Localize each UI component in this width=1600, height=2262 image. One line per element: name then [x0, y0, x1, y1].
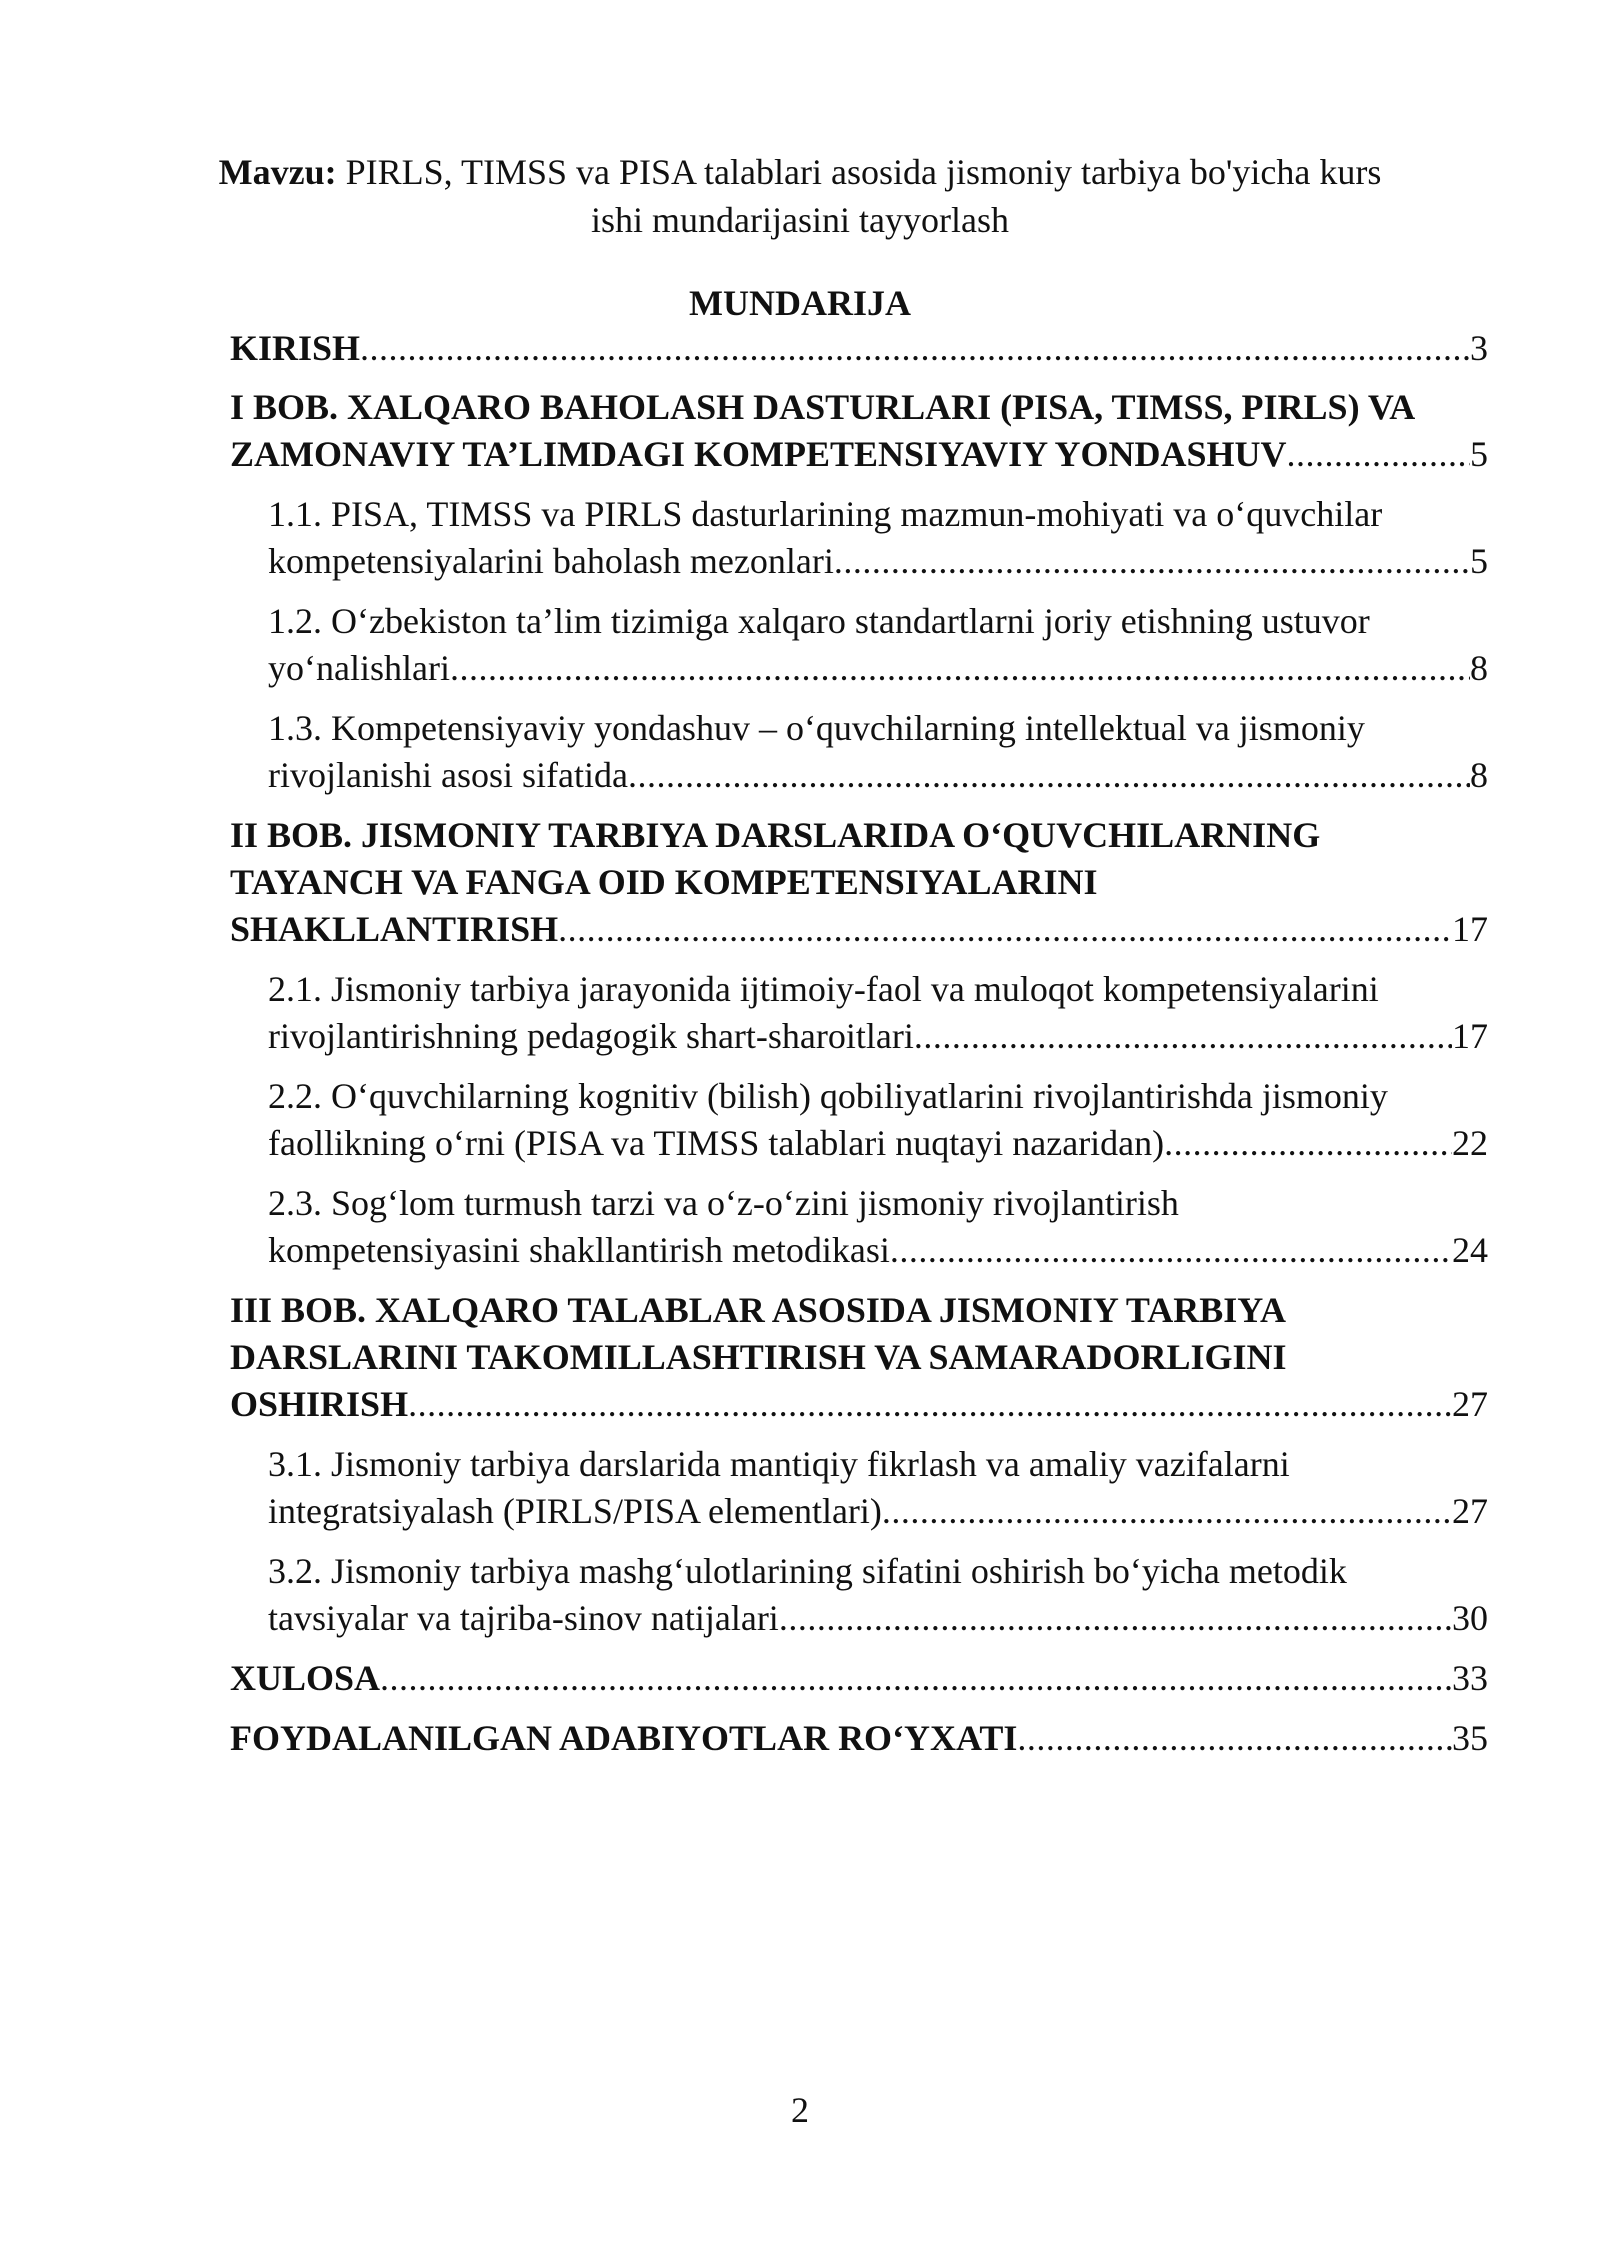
toc-heading: MUNDARIJA — [689, 283, 911, 323]
toc-entry-chapter-1[interactable] — [230, 384, 1488, 478]
leader-dots — [1164, 1120, 1452, 1167]
toc-page-number: 30 — [1452, 1598, 1488, 1638]
toc-page-number: 8 — [1470, 755, 1488, 795]
toc-entry-title: 1.1. PISA, TIMSS va PIRLS dasturlarining mazmun-mohiyati va o‘quvchilar — [268, 494, 1383, 534]
toc-entry-title: 3.1. Jismoniy tarbiya darslarida mantiqiy fikrlash va amaliy vazifalarni — [268, 1444, 1290, 1484]
toc-entry-title: 1.3. Kompetensiyaviy yondashuv – o‘quvchilarning intellektual va jismoniy — [268, 708, 1365, 748]
leader-dots — [408, 1381, 1452, 1428]
toc-entry-title-cont: rivojlanishi asosi sifatida — [268, 755, 628, 795]
toc-page-number: 17 — [1452, 909, 1488, 949]
toc-entry-kirish[interactable] — [230, 325, 1488, 372]
toc-entry-section-1-2[interactable] — [268, 598, 1488, 692]
toc-entry-title-cont: kompetensiyalarini baholash mezonlari — [268, 541, 834, 581]
toc-entry-conclusion[interactable] — [230, 1655, 1488, 1702]
toc-entry-title: 2.1. Jismoniy tarbiya jarayonida ijtimoiy-faol va muloqot kompetensiyalarini — [268, 969, 1379, 1009]
toc-entry-title: III BOB. XALQARO TALABLAR ASOSIDA JISMONIY TARBIYA — [230, 1290, 1286, 1330]
toc-entry-title-cont: integratsiyalash (PIRLS/PISA elementlari) — [268, 1491, 882, 1531]
topic-line-1 — [200, 148, 1400, 196]
toc-entry-title: FOYDALANILGAN ADABIYOTLAR RO‘YXATI — [230, 1718, 1018, 1758]
toc-entry-title-cont: faollikning o‘rni (PISA va TIMSS talablari nuqtayi nazaridan) — [268, 1123, 1165, 1163]
toc-entry-title-cont: kompetensiyasini shakllantirish metodikasi — [268, 1230, 890, 1270]
toc-entry-title: 2.2. O‘quvchilarning kognitiv (bilish) qobiliyatlarini rivojlantirishda jismoniy — [268, 1076, 1388, 1116]
toc-entry-title-cont: ZAMONAVIY TA’LIMDAGI KOMPETENSIYAVIY YONDASHUV — [230, 434, 1287, 474]
toc-page-number: 17 — [1452, 1016, 1488, 1056]
toc-entry-references[interactable] — [230, 1715, 1488, 1762]
toc-entry-title: I BOB. XALQARO BAHOLASH DASTURLARI (PISA, TIMSS, PIRLS) VA — [230, 387, 1416, 427]
toc-entry-section-2-1[interactable] — [268, 966, 1488, 1060]
leader-dots — [558, 906, 1452, 953]
leader-dots — [450, 645, 1470, 692]
toc-entry-title-cont: tavsiyalar va tajriba-sinov natijalari — [268, 1598, 779, 1638]
topic-title — [200, 148, 1400, 244]
toc-page-number: 27 — [1452, 1384, 1488, 1424]
toc-entry-section-1-1[interactable] — [268, 491, 1488, 585]
topic-text-1: PIRLS, TIMSS va PISA talablari asosida jismoniy tarbiya bo'yicha kurs — [336, 152, 1382, 192]
toc-page-number: 22 — [1452, 1123, 1488, 1163]
toc-entry-title-cont: DARSLARINI TAKOMILLASHTIRISH VA SAMARADORLIGINI — [230, 1337, 1287, 1377]
toc-entry-title: KIRISH — [230, 328, 361, 368]
leader-dots — [779, 1595, 1452, 1642]
toc-page-number: 5 — [1470, 434, 1488, 474]
leader-dots — [1286, 431, 1470, 478]
toc-entry-section-1-3[interactable] — [268, 705, 1488, 799]
toc-page-number: 3 — [1470, 328, 1488, 368]
toc-entry-title-cont: OSHIRISH — [230, 1384, 409, 1424]
toc-page-number: 35 — [1452, 1718, 1488, 1758]
toc-entry-title-cont: SHAKLLANTIRISH — [230, 909, 559, 949]
toc-page-number: 8 — [1470, 648, 1488, 688]
toc-entry-section-2-3[interactable] — [268, 1180, 1488, 1274]
toc-entry-title: XULOSA — [230, 1658, 381, 1698]
leader-dots — [380, 1655, 1452, 1702]
leader-dots — [882, 1488, 1452, 1535]
leader-dots — [1017, 1715, 1452, 1762]
leader-dots — [914, 1013, 1452, 1060]
leader-dots — [360, 325, 1470, 372]
toc-entry-title-cont: rivojlantirishning pedagogik shart-sharoitlari — [268, 1016, 914, 1056]
toc-entry-title-cont: TAYANCH VA FANGA OID KOMPETENSIYALARINI — [230, 862, 1098, 902]
toc-entry-title-cont: yo‘nalishlari — [268, 648, 450, 688]
toc-entry-title: 3.2. Jismoniy tarbiya mashg‘ulotlarining sifatini oshirish bo‘yicha metodik — [268, 1551, 1347, 1591]
toc-entry-title: II BOB. JISMONIY TARBIYA DARSLARIDA O‘QUVCHILARNING — [230, 815, 1321, 855]
leader-dots — [628, 752, 1470, 799]
toc-entry-section-2-2[interactable] — [268, 1073, 1488, 1167]
topic-text-2: ishi mundarijasini tayyorlash — [591, 200, 1009, 240]
toc-entry-section-3-1[interactable] — [268, 1441, 1488, 1535]
toc-entry-section-3-2[interactable] — [268, 1548, 1488, 1642]
topic-label: Mavzu: — [218, 152, 337, 192]
page-number: 2 — [791, 2090, 809, 2130]
toc-page-number: 33 — [1452, 1658, 1488, 1698]
toc-entry-title: 1.2. O‘zbekiston ta’lim tizimiga xalqaro standartlarni joriy etishning ustuvor — [268, 601, 1370, 641]
toc-page-number: 27 — [1452, 1491, 1488, 1531]
toc-page-number: 24 — [1452, 1230, 1488, 1270]
toc-entry-chapter-2[interactable] — [230, 812, 1488, 953]
leader-dots — [834, 538, 1470, 585]
leader-dots — [890, 1227, 1452, 1274]
toc-entry-title: 2.3. Sog‘lom turmush tarzi va o‘z-o‘zini jismoniy rivojlantirish — [268, 1183, 1179, 1223]
toc-page-number: 5 — [1470, 541, 1488, 581]
toc-entry-chapter-3[interactable] — [230, 1287, 1488, 1428]
